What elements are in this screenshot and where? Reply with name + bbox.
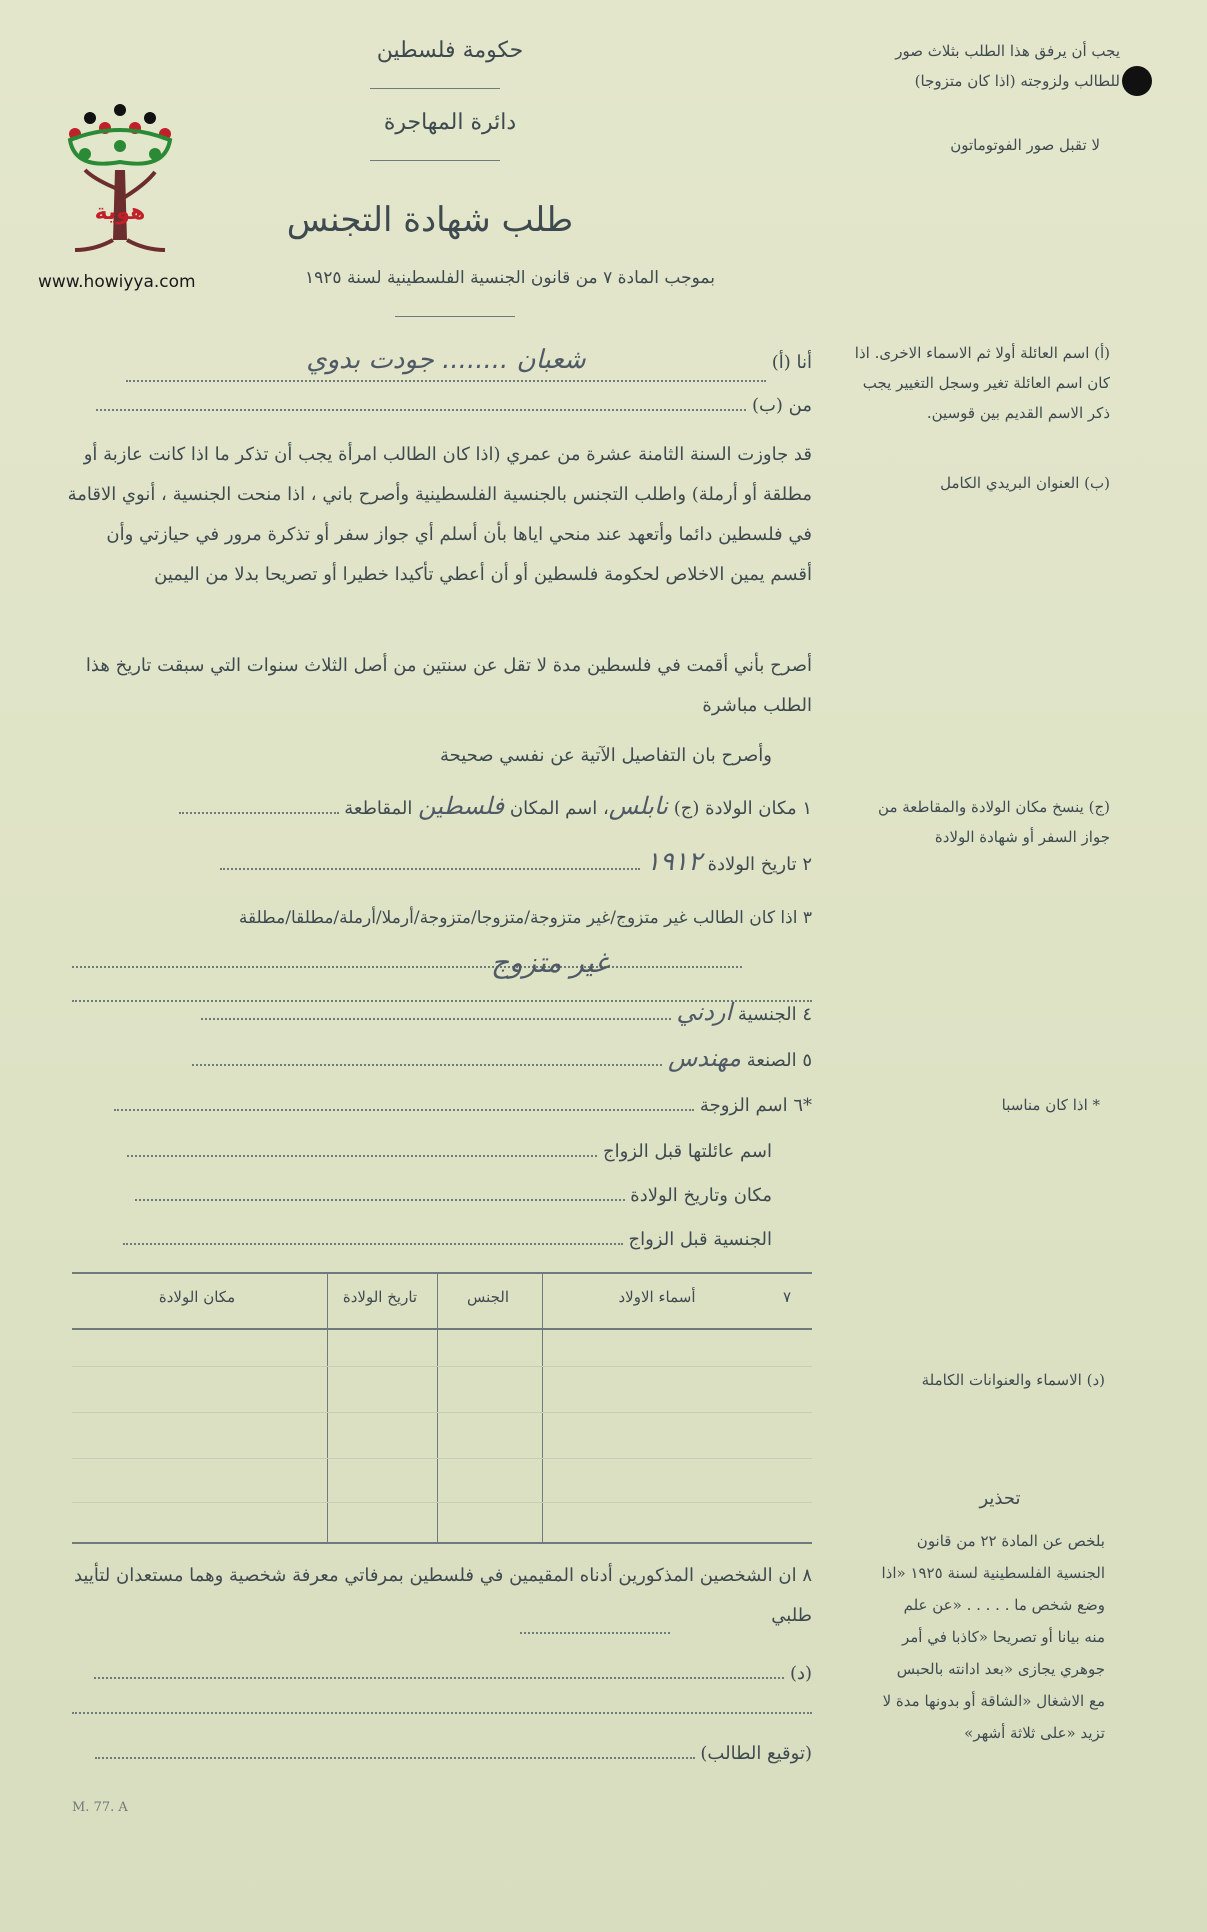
referee-field-2[interactable] (72, 1712, 812, 1714)
divider (395, 316, 515, 317)
item2-dots (220, 848, 640, 870)
note-a: (أ) اسم العائلة أولا ثم الاسماء الاخرى. اذا كان اسم العائلة تغير وسجل التغيير يجب ذكر الاسم القديم بين قوسين. (854, 344, 1110, 422)
divider (370, 88, 500, 89)
address-field[interactable] (96, 387, 746, 411)
from-row (60, 386, 812, 426)
referee-label: (د) (789, 1663, 812, 1684)
form-title: طلب شهادة التجنس (286, 200, 574, 240)
name-row (60, 340, 812, 383)
note-photos: يجب أن يرفق هذا الطلب بثلاث صور للطالب ولزوجته (اذا كان متزوجا) (895, 42, 1120, 90)
header-birth-place: مكان الولادة (158, 1288, 236, 1306)
residence-paragraph: أصرح بأني أقمت في فلسطين مدة لا تقل عن سنتين من أصل الثلاث سنوات التي سبقت تاريخ هذا الطلب مباشرة (85, 655, 812, 716)
header-sex: الجنس (466, 1288, 510, 1306)
header-birth-date: تاريخ الولادة (342, 1288, 418, 1306)
divider (370, 160, 500, 161)
item4-dots (201, 998, 671, 1020)
item1-label: ١ مكان الولادة (ج) (673, 798, 812, 819)
item5-dots (192, 1044, 662, 1066)
note-d: (د) الاسماء والعنوانات الكاملة (921, 1371, 1105, 1389)
government-heading: حكومة فلسطين (376, 38, 524, 63)
children-table-header (72, 1274, 812, 1330)
note-star: * اذا كان مناسبا (1001, 1096, 1100, 1114)
signature-row (60, 1734, 812, 1774)
item1-row: ١ مكان الولادة (ج) نابلس، اسم المكان فلسطين المقاطعة (60, 786, 812, 829)
signature-label: (توقيع الطالب) (700, 1743, 812, 1764)
item6-row (60, 1086, 812, 1126)
item2-row (60, 842, 812, 885)
row-line (72, 1366, 812, 1367)
profession-value[interactable]: مهندس (667, 1044, 741, 1072)
warning-text: بلخص عن المادة ٢٢ من قانون الجنسية الفلسطينية لسنة ١٩٢٥ «اذا وضع شخص ما . . . . . «عن علم منه بيانا أو تصريحا «كاذبا في أمر جوهري يجازى «بعد ادانته بالحبس مع الاشغال «الشاقة أو بدونها مدة لا تزيد «على ثلاثة أشهر» (881, 1532, 1105, 1742)
wife-family-label: اسم عائلتها قبل الزواج (602, 1141, 772, 1162)
i-am-label: أنا (أ) (771, 352, 812, 373)
form-subtitle: بموجب المادة ٧ من قانون الجنسية الفلسطينية لسنة ١٩٢٥ (305, 268, 715, 288)
row-line (72, 1502, 812, 1503)
punch-hole (1122, 66, 1152, 96)
form-code: M. 77. A (72, 1800, 128, 1815)
birth-place-label: اسم المكان (509, 798, 598, 819)
watermark-logo (55, 100, 185, 270)
wife-nationality-field[interactable] (123, 1223, 623, 1245)
item2-label: ٢ تاريخ الولادة (707, 854, 812, 875)
row-line (72, 1412, 812, 1413)
item8-paragraph: ٨ ان الشخصين المذكورين أدناه المقيمين في فلسطين بمرفاتي معرفة شخصية وهما مستعدان لتأييد طلبي (73, 1565, 812, 1626)
watermark-url[interactable]: www.howiyya.com (38, 272, 196, 292)
tree-people-logo-icon (55, 100, 185, 270)
children-table (72, 1272, 812, 1544)
wife-family-field[interactable] (127, 1135, 597, 1157)
true-details-line: وأصرح بان التفاصيل الآتية عن نفسي صحيحة (439, 745, 772, 766)
signature-field[interactable] (95, 1737, 695, 1759)
item5-label: ٥ الصنعة (746, 1050, 812, 1071)
row-line (72, 1458, 812, 1459)
item4-row (60, 992, 812, 1035)
department-heading: دائرة المهاجرة (383, 110, 517, 135)
district-value[interactable]: فلسطين (418, 792, 505, 820)
note-c: (ج) ينسخ مكان الولادة والمقاطعة من جواز السفر أو شهادة الولادة (878, 798, 1110, 846)
wife-birth-field[interactable] (135, 1179, 625, 1201)
item3-row: ٣ اذا كان الطالب غير متزوج/غير متزوجة/متزوجا/متزوجة/أرملا/أرملة/مطلقا/مطلقة (238, 908, 812, 928)
birth-place-value[interactable]: نابلس (608, 792, 668, 820)
marital-status-value[interactable]: غير متزوج (491, 946, 609, 979)
wife-family-row (60, 1132, 772, 1172)
wife-nationality-label: الجنسية قبل الزواج (628, 1229, 772, 1250)
note-no-photomaton: لا تقبل صور الفوتوماتون (950, 136, 1100, 154)
from-label: من (ب) (751, 395, 812, 416)
wife-nationality-row (60, 1220, 772, 1260)
applicant-name-field[interactable]: شعبان ........ جودت بدوي (126, 340, 766, 382)
note-b: (ب) العنوان البريدي الكامل (940, 474, 1110, 492)
district-label: المقاطعة (344, 798, 413, 819)
nationality-value[interactable]: اردني (676, 998, 733, 1026)
wife-birth-label: مكان وتاريخ الولادة (630, 1185, 772, 1206)
wife-birth-row (60, 1176, 772, 1216)
item4-label: ٤ الجنسية (737, 1004, 812, 1025)
declaration-paragraph: قد جاوزت السنة الثامنة عشرة من عمري (اذا كان الطالب امرأة يجب أن تذكر ما اذا كانت عازبة أو مطلقة أو أرملة) واطلب التجنس بالجنسية الفلسطينية وأصرح باني ، اذا منحت الجنسية ، أنوي الاقامة في فلسطين دائما وأتعهد عند منحي اياها بأن أسلم أي جواز سفر أو تذكرة مرور في حيازتي وأن أقسم يمين الاخلاص لحكومة فلسطين أو أن أعطي تأكيدا خطيرا أو تصريحا بدلا من اليمين (67, 444, 812, 585)
item5-row (60, 1038, 812, 1081)
referee-field-1[interactable] (94, 1657, 784, 1679)
birth-date-value[interactable]: ١٩١٢ (645, 847, 702, 877)
header-children-names: أسماء الاولاد (618, 1288, 696, 1306)
wife-name-field[interactable] (114, 1089, 694, 1111)
item1-dots (179, 792, 339, 814)
item6-label: *٦ اسم الزوجة (699, 1095, 812, 1116)
item8-dots[interactable] (520, 1632, 670, 1634)
warning-title: تحذير (979, 1488, 1021, 1509)
table-num: ٧ (782, 1288, 792, 1306)
logo-text: هوية (94, 200, 146, 225)
referee-row (60, 1654, 812, 1694)
